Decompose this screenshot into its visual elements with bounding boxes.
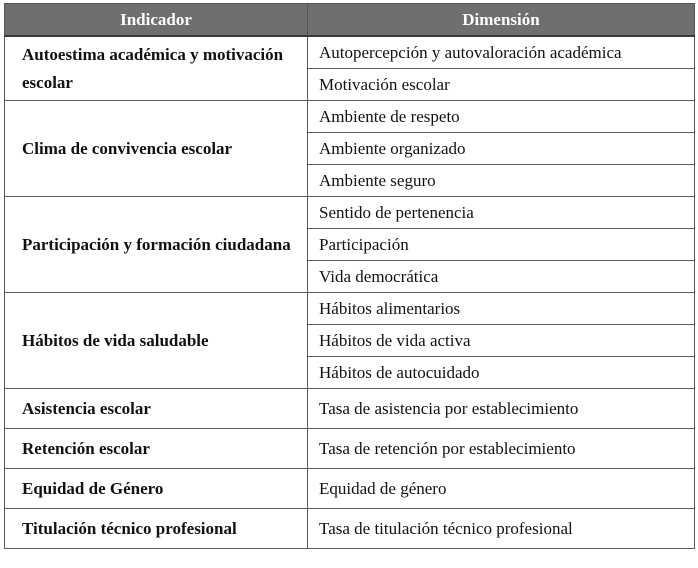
indicador-cell: Asistencia escolar (5, 389, 308, 429)
header-indicador: Indicador (5, 4, 308, 37)
dimension-cell: Tasa de titulación técnico profesional (308, 509, 695, 549)
indicators-table (4, 3, 695, 549)
indicador-cell: Equidad de Género (5, 469, 308, 509)
table-row (5, 36, 695, 69)
indicador-cell: Clima de convivencia escolar (5, 101, 308, 197)
table-row (5, 509, 695, 549)
dimension-cell: Ambiente de respeto (308, 101, 695, 133)
dimension-cell: Ambiente organizado (308, 133, 695, 165)
header-dimension: Dimensión (308, 4, 695, 37)
table-row (5, 469, 695, 509)
dimension-cell: Vida democrática (308, 261, 695, 293)
dimension-cell: Equidad de género (308, 469, 695, 509)
indicador-cell: Titulación técnico profesional (5, 509, 308, 549)
dimension-cell: Motivación escolar (308, 69, 695, 101)
dimension-cell: Participación (308, 229, 695, 261)
dimension-cell: Autopercepción y autovaloración académica (308, 36, 695, 69)
indicador-cell: Participación y formación ciudadana (5, 197, 308, 293)
indicador-cell: Retención escolar (5, 429, 308, 469)
dimension-cell: Hábitos alimentarios (308, 293, 695, 325)
table-header-row (5, 4, 695, 37)
table-row (5, 429, 695, 469)
table-row (5, 101, 695, 133)
table-row (5, 389, 695, 429)
dimension-cell: Sentido de pertenencia (308, 197, 695, 229)
table-body (5, 36, 695, 549)
dimension-cell: Tasa de asistencia por establecimiento (308, 389, 695, 429)
dimension-cell: Ambiente seguro (308, 165, 695, 197)
table-row (5, 293, 695, 325)
dimension-cell: Hábitos de autocuidado (308, 357, 695, 389)
indicators-table-wrapper (4, 3, 694, 549)
indicador-cell: Autoestima académica y motivación escolar (5, 36, 308, 101)
table-row (5, 197, 695, 229)
indicador-cell: Hábitos de vida saludable (5, 293, 308, 389)
dimension-cell: Tasa de retención por establecimiento (308, 429, 695, 469)
dimension-cell: Hábitos de vida activa (308, 325, 695, 357)
